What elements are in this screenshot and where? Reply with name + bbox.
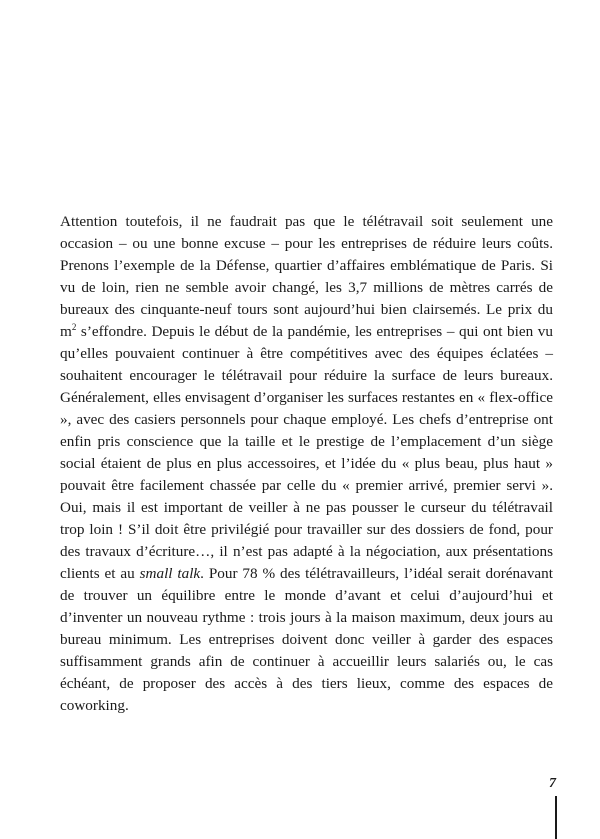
paragraph-text-part-2: s’effondre. Depuis le début de la pandémie, les entreprises – qui ont bien vu qu’elles pouvaient continuer à être compétitives avec des équipes éclatées – souhaitent encourager le télétravail pour réduire la surface de leurs bureaux. Généralement, elles envisagent d’organiser les surfaces restantes en « flex-office », avec des casiers personnels pour chaque employé. Les chefs d’entreprise ont enfin pris conscience que la taille et le prestige de l’emplacement d’un siège social étaient de plus en plus accessoires, et l’idée du « plus beau, plus haut » pouvait être facilement chassée par celle du « premier arrivé, premier servi ». Oui, mais il est important de veiller à ne pas pousser le curseur du télétravail trop loin ! S’il doit être privilégié pour travailler sur des dossiers de fond, pour des travaux d’écriture…, il n’est pas adapté à la négociation, aux présentations clients et au: [60, 323, 553, 582]
page-number-rule: [555, 796, 557, 839]
page-number: 7: [549, 776, 556, 791]
italic-term-small-talk: small talk: [139, 565, 201, 582]
paragraph-text-part-1: Attention toutefois, il ne faudrait pas que le télétravail soit seulement une occasion – ou une bonne excuse – pour les entreprises de réduire leurs coûts. Prenons l’exemple de la Défense, quartier d’affaires emblématique de Paris. Si vu de loin, rien ne semble avoir changé, les 3,7 millions de mètres carrés de bureaux des cinquante-neuf tours sont aujourd’hui bien clairsemés. Le prix du m: [60, 213, 553, 340]
paragraph-text-part-3: . Pour 78 % des télétravailleurs, l’idéal serait dorénavant de trouver un équilibre entre le monde d’avant et celui d’aujourd’hui et d’inventer un nouveau rythme : trois jours à la maison maximum, deux jours au bureau minimum. Les entreprises doivent donc veiller à garder des espaces suffisamment grands afin de continuer à accueillir leurs salariés ou, le cas échéant, de proposer des accès à des tiers lieux, comme des espaces de coworking.: [60, 565, 553, 714]
body-paragraph: [60, 211, 553, 717]
square-meter-superscript: 2: [71, 321, 77, 332]
